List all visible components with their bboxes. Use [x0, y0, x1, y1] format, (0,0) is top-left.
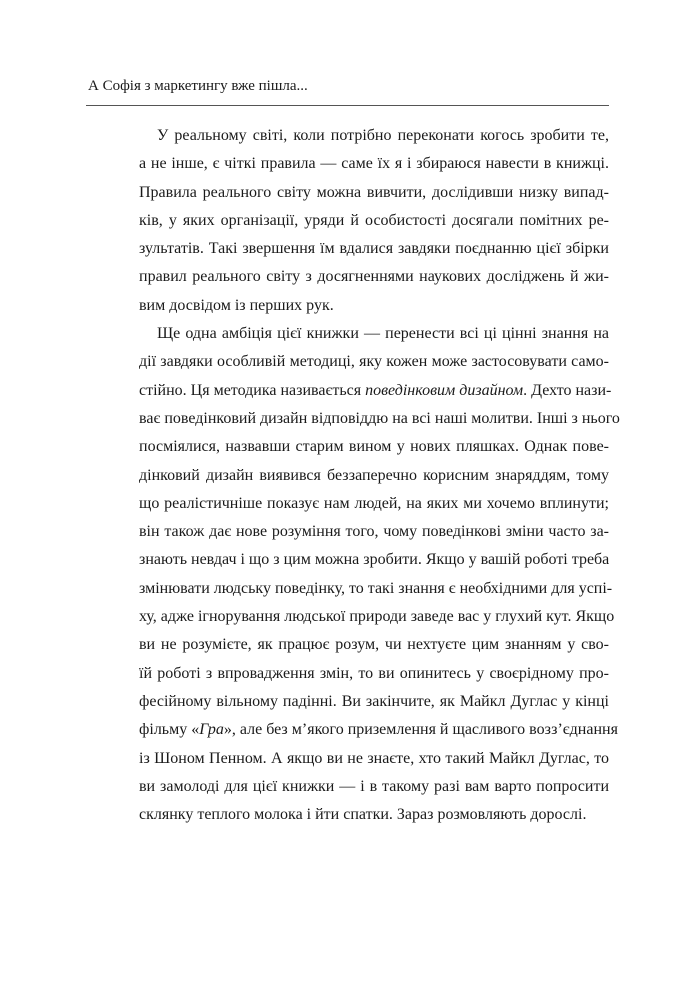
text-run: ви замолоді для цієї книжки — і в такому разі вам варто попросити — [139, 777, 609, 795]
text-line — [139, 377, 612, 405]
text-run: посміялися, назвавши старим вином у нових пляшках. Однак пове- — [139, 438, 609, 456]
text-run: їй роботі з впровадження змін, то ви опинитесь у своєрідному про- — [139, 664, 609, 682]
text-run: дії завдяки особливій методиці, яку кожен може застосовувати само- — [139, 353, 609, 371]
text-line — [139, 263, 609, 291]
text-run: . Дехто нази- — [523, 381, 612, 399]
text-run: дінковий дизайн виявився беззаперечно корисним знаряддям, тому — [139, 466, 609, 484]
text-run: правил реального світу з досягненнями наукових досліджень й жи- — [139, 268, 609, 286]
text-line — [139, 179, 609, 207]
text-line — [139, 603, 615, 631]
text-line — [139, 292, 609, 320]
text-line — [139, 801, 609, 829]
text-line — [139, 575, 613, 603]
text-line — [139, 348, 609, 376]
text-run: змінювати людську поведінку, то такі знання є необхідними для успі- — [139, 579, 613, 597]
text-run: фесійному вільному падінні. Ви закінчите, як Майкл Дуглас у кінці — [139, 692, 609, 710]
text-line — [139, 207, 609, 235]
text-line — [139, 773, 609, 801]
text-run: знають невдач і що з цим можна зробити. Якщо у вашій роботі треба — [139, 551, 610, 569]
text-line — [139, 433, 609, 461]
text-line — [139, 490, 609, 518]
text-run: він також дає нове розуміння того, чому поведінкові зміни часто за- — [139, 523, 609, 541]
text-line — [139, 716, 618, 744]
text-run: зультатів. Такі звершення їм вдалися завдяки поєднанню цієї збірки — [139, 240, 609, 258]
text-line — [139, 320, 609, 348]
text-run: вим досвідом із перших рук. — [139, 296, 334, 314]
text-line — [139, 660, 609, 688]
text-line — [139, 235, 609, 263]
text-run: що реалістичніше показує нам людей, на яких ми хочемо вплинути; — [139, 494, 609, 512]
text-run: фільму « — [139, 721, 200, 739]
text-line — [139, 518, 609, 546]
text-line — [139, 150, 609, 178]
text-line — [139, 745, 609, 773]
text-run: із Шоном Пенном. А якщо ви не знаєте, хто такий Майкл Дуглас, то — [139, 749, 609, 767]
text-run: У реальному світі, коли потрібно переконати когось зробити те, — [157, 127, 609, 144]
text-run: стійно. Ця методика називається — [139, 381, 366, 399]
text-run: Правила реального світу можна вивчити, дослідивши низку випад- — [139, 183, 609, 201]
text-run: », але без м’якого приземлення й щасливого возз’єднання — [223, 721, 618, 739]
text-line — [139, 688, 609, 716]
text-run: Ще одна амбіція цієї книжки — перенести всі ці цінні знання на — [157, 325, 609, 343]
paragraph-2 — [139, 320, 620, 829]
emphasis-term: поведінковим дизайном — [365, 381, 524, 399]
running-head-title: А Софія з маркетингу вже пішла... — [88, 78, 308, 94]
text-line — [139, 462, 609, 490]
text-line — [139, 405, 620, 433]
text-run: склянку теплого молока і йти спатки. Зараз розмовляють дорослі. — [139, 806, 587, 824]
emphasis-film-title: Гра — [199, 721, 224, 739]
text-run: а не інше, є чіткі правила — саме їх я і збираюся навести в книжці. — [139, 155, 609, 173]
text-run: ває поведінковий дизайн відповіддю на всі наші молитви. Інші з нього — [139, 409, 620, 427]
paragraph-1 — [139, 122, 609, 320]
header-divider — [86, 105, 609, 106]
text-run: ви не розумієте, як працює розум, чи нехтуєте цим знанням у сво- — [139, 636, 609, 654]
text-line — [139, 122, 609, 150]
body-text — [139, 122, 620, 829]
text-line — [139, 546, 609, 574]
text-run: ків, у яких організації, уряди й особистості досягали помітних ре- — [139, 211, 609, 229]
text-line — [139, 631, 609, 659]
text-run: ху, адже ігнорування людської природи заведе вас у глухий кут. Якщо — [139, 608, 615, 626]
